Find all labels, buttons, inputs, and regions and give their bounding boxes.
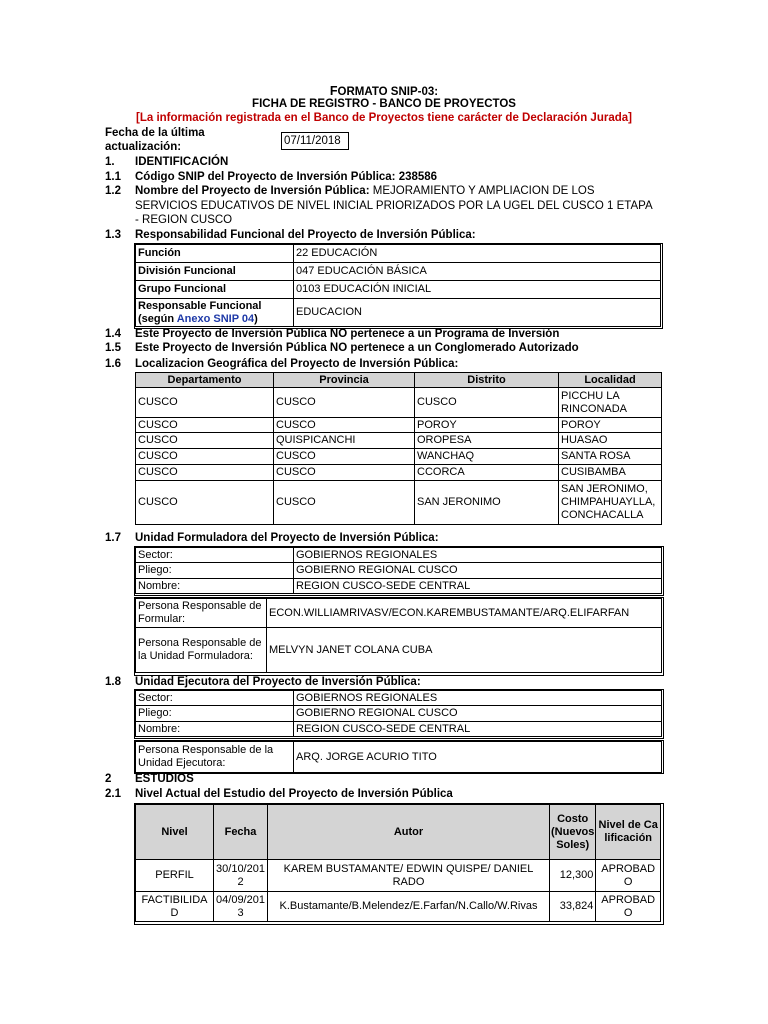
cell: QUISPICANCHI [274, 433, 415, 449]
cell: OROPESA [415, 433, 559, 449]
cell: HUASAO [559, 433, 662, 449]
table-row [136, 281, 661, 299]
cell: CUSCO [415, 388, 559, 418]
cell: CUSCO [274, 465, 415, 481]
nombre-label: Nombre: [136, 579, 294, 594]
responsabilidad-funcional-table [135, 244, 661, 327]
cell: APROBADO [596, 892, 661, 922]
cell: SANTA ROSA [559, 449, 662, 465]
section-1-heading: 1. IDENTIFICACIÓN [105, 156, 229, 168]
table-row [136, 563, 662, 579]
cell: 33,824 [550, 892, 596, 922]
sector-label: Sector: [136, 691, 294, 706]
section-1-2-line2: SERVICIOS EDUCATIVOS DE NIVEL INICIAL PRIORIZADOS POR LA UGEL DEL CUSCO 1 ETAPA [135, 200, 653, 212]
section-2-heading: 2 ESTUDIOS [105, 773, 194, 785]
formuladora-personas-table [135, 598, 662, 673]
cell: WANCHAQ [415, 449, 559, 465]
table-row [136, 722, 662, 737]
table-header-row [136, 373, 662, 388]
col-costo: Costo (Nuevos Soles) [550, 805, 596, 860]
fecha-value: 07/11/2018 [281, 132, 349, 150]
table-row [136, 892, 661, 922]
table-row [136, 299, 661, 327]
unidad-formuladora-value: MELVYN JANET COLANA CUBA [267, 628, 662, 673]
formuladora-table [135, 547, 662, 594]
cell: SAN JERONIMO, CHIMPAHUAYLLA, CONCHACALLA [559, 481, 662, 525]
cell: CUSCO [274, 481, 415, 525]
section-1-4: 1.4 Este Proyecto de Inversión Pública NO pertenece a un Programa de Inversión [105, 328, 560, 340]
nombre-value: REGION CUSCO-SEDE CENTRAL [294, 579, 662, 594]
form-title: FORMATO SNIP-03: [329, 84, 439, 98]
section-2-1: 2.1 Nivel Actual del Estudio del Proyecto de Inversión Pública [105, 788, 453, 800]
table-row [136, 579, 662, 594]
cell: PERFIL [136, 860, 214, 892]
col-departamento: Departamento [136, 373, 274, 388]
cell: 12,300 [550, 860, 596, 892]
table-row [136, 245, 661, 263]
cell: K.Bustamante/B.Melendez/E.Farfan/N.Callo/W.Rivas [268, 892, 550, 922]
table-row [136, 263, 661, 281]
sector-value: GOBIERNOS REGIONALES [294, 691, 662, 706]
table-row [136, 706, 662, 722]
table-row [136, 465, 662, 481]
ejecutora-table [135, 690, 662, 737]
grupo-value: 0103 EDUCACIÓN INICIAL [294, 281, 661, 299]
pliego-label: Pliego: [136, 706, 294, 722]
division-value: 047 EDUCACIÓN BÁSICA [294, 263, 661, 281]
section-1-7: 1.7 Unidad Formuladora del Proyecto de Inversión Pública: [105, 532, 439, 544]
pliego-value: GOBIERNO REGIONAL CUSCO [294, 563, 662, 579]
col-distrito: Distrito [415, 373, 559, 388]
nombre-label: Nombre: [136, 722, 294, 737]
col-nivel: Nivel [136, 805, 214, 860]
col-calificacion: Nivel de Calificación [596, 805, 661, 860]
cell: SAN JERONIMO [415, 481, 559, 525]
cell: POROY [415, 418, 559, 433]
sector-label: Sector: [136, 548, 294, 563]
cell: CUSCO [136, 449, 274, 465]
cell: KAREM BUSTAMANTE/ EDWIN QUISPE/ DANIEL RADO [268, 860, 550, 892]
table-row [136, 691, 662, 706]
table-row [136, 628, 662, 673]
table-row [136, 860, 661, 892]
unidad-formuladora-label: Persona Responsable de la Unidad Formuladora: [136, 628, 267, 673]
table-row [136, 388, 662, 418]
funcion-value: 22 EDUCACIÓN [294, 245, 661, 263]
declaration-notice: [La información registrada en el Banco de Proyectos tiene carácter de Declaración Jurada] [136, 112, 632, 124]
table-row [136, 742, 662, 773]
responsable-label: Responsable Funcional (según Anexo SNIP 04) [136, 299, 294, 327]
col-autor: Autor [268, 805, 550, 860]
table-row [136, 433, 662, 449]
division-label: División Funcional [136, 263, 294, 281]
cell: CUSCO [136, 418, 274, 433]
formular-label: Persona Responsable de Formular: [136, 599, 267, 628]
grupo-label: Grupo Funcional [136, 281, 294, 299]
section-1-6: 1.6 Localizacion Geográfica del Proyecto de Inversión Pública: [105, 358, 459, 370]
section-1-8: 1.8 Unidad Ejecutora del Proyecto de Inversión Pública: [105, 676, 421, 688]
table-row [136, 548, 662, 563]
table-header-row [136, 805, 661, 860]
ejecutora-persona-table [135, 741, 662, 773]
section-1-5: 1.5 Este Proyecto de Inversión Pública NO pertenece a un Conglomerado Autorizado [105, 342, 579, 354]
unidad-ejecutora-value: ARQ. JORGE ACURIO TITO [294, 742, 662, 773]
responsable-value: EDUCACION [294, 299, 661, 327]
cell: CCORCA [415, 465, 559, 481]
table-row [136, 449, 662, 465]
cell: 30/10/2012 [214, 860, 268, 892]
section-1-2: 1.2 Nombre del Proyecto de Inversión Pública: MEJORAMIENTO Y AMPLIACION DE LOS [105, 185, 595, 197]
cell: 04/09/2013 [214, 892, 268, 922]
form-subtitle: FICHA DE REGISTRO - BANCO DE PROYECTOS [252, 98, 516, 110]
cell: FACTIBILIDAD [136, 892, 214, 922]
anexo-snip-04-link[interactable]: Anexo SNIP 04 [176, 312, 255, 325]
formular-value: ECON.WILLIAMRIVASV/ECON.KAREMBUSTAMANTE/ARQ.ELIFARFAN [267, 599, 662, 628]
unidad-ejecutora-label: Persona Responsable de la Unidad Ejecutora: [136, 742, 294, 773]
section-1-3: 1.3 Responsabilidad Funcional del Proyecto de Inversión Pública: [105, 229, 476, 241]
cell: CUSCO [274, 449, 415, 465]
cell: POROY [559, 418, 662, 433]
cell: CUSCO [136, 433, 274, 449]
col-localidad: Localidad [559, 373, 662, 388]
section-1-1: 1.1 Código SNIP del Proyecto de Inversión Pública: 238586 [105, 171, 438, 183]
cell: CUSCO [274, 418, 415, 433]
sector-value: GOBIERNOS REGIONALES [294, 548, 662, 563]
estudios-table [135, 804, 661, 922]
pliego-value: GOBIERNO REGIONAL CUSCO [294, 706, 662, 722]
fecha-label-line2: actualización: [105, 141, 182, 153]
cell: APROBADO [596, 860, 661, 892]
nombre-value: REGION CUSCO-SEDE CENTRAL [294, 722, 662, 737]
cell: CUSCO [136, 481, 274, 525]
cell: CUSIBAMBA [559, 465, 662, 481]
col-fecha: Fecha [214, 805, 268, 860]
fecha-label-line1: Fecha de la última [105, 127, 205, 139]
localizacion-table [135, 372, 662, 525]
cell: CUSCO [136, 388, 274, 418]
table-row [136, 599, 662, 628]
section-1-2-line3: - REGION CUSCO [135, 214, 233, 226]
col-provincia: Provincia [274, 373, 415, 388]
cell: CUSCO [136, 465, 274, 481]
pliego-label: Pliego: [136, 563, 294, 579]
cell: CUSCO [274, 388, 415, 418]
cell: PICCHU LA RINCONADA [559, 388, 662, 418]
funcion-label: Función [136, 245, 294, 263]
table-row [136, 418, 662, 433]
table-row [136, 481, 662, 525]
